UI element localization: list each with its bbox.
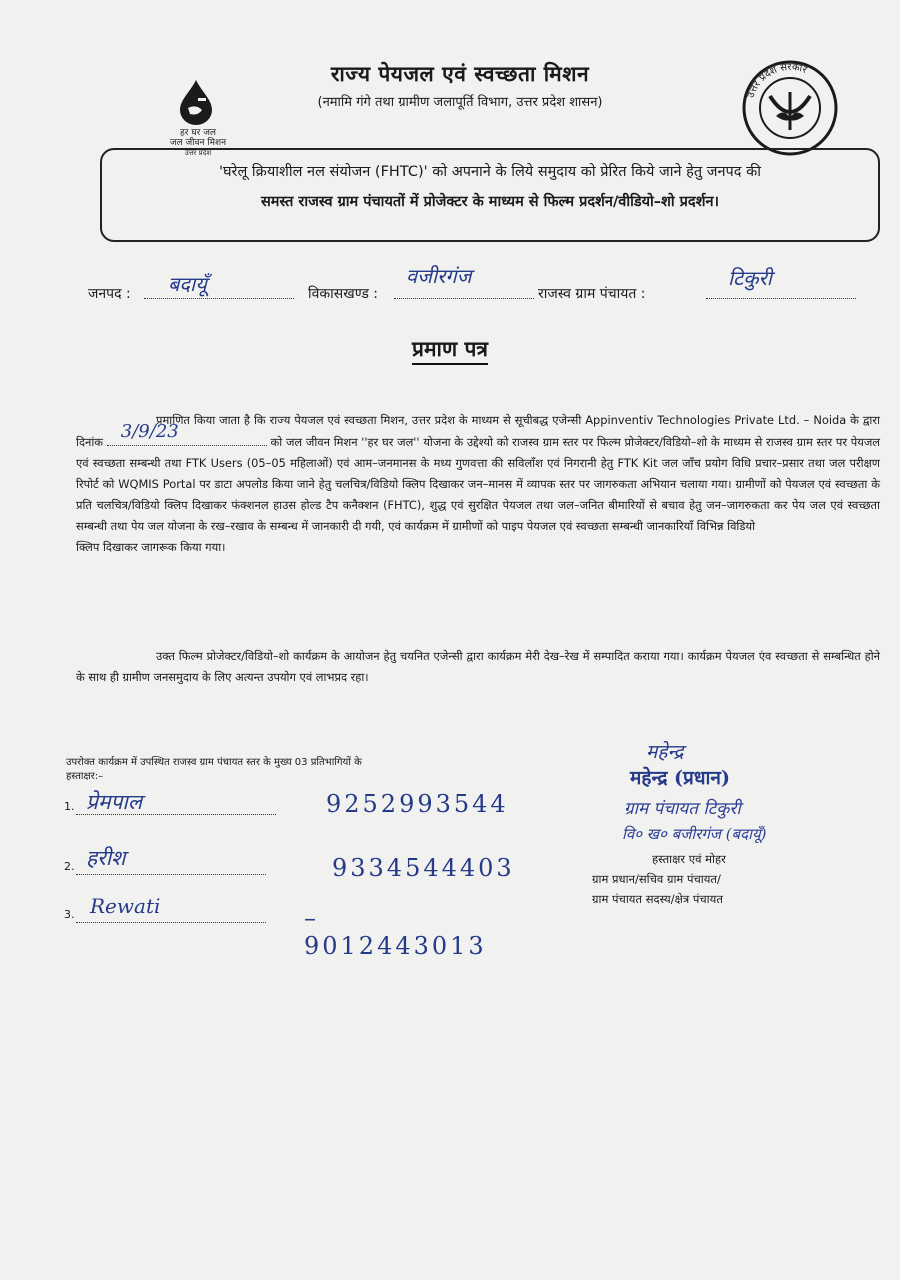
- logo-caption-3: उत्तर प्रदेश: [184, 149, 212, 157]
- seal-ring-text: उत्तर प्रदेश सरकार: [745, 61, 809, 100]
- mission-title: राज्य पेयजल एवं स्वच्छता मिशन: [330, 62, 590, 86]
- pradhan-signature: महेन्द्र: [646, 741, 684, 763]
- participant-phone-value: 9012443013: [304, 932, 487, 960]
- gp-line: [706, 298, 856, 299]
- vikas-label: विकासखण्ड :: [308, 286, 379, 302]
- program-date: 3/9/23: [120, 421, 179, 442]
- certificate-title-text: प्रमाण पत्र: [412, 337, 488, 365]
- participant-signature: हरीश: [86, 846, 126, 870]
- role-line-1: ग्राम प्रधान/सचिव ग्राम पंचायत/: [592, 872, 721, 886]
- participant-phone: – 9012443013: [304, 904, 487, 960]
- para1-part-b: को जल जीवन मिशन ''हर घर जल'' योजना के उद्देश्यो को राजस्व ग्राम स्तर पर फिल्म प्रोजेक्टर/विडियो–शो के माध्यम से राजस्व ग्राम स्तर पर पेयजल एवं स्वच्छता सम्बन्धी तथा FTK Users (05–05 महिलाओं) एवं आम–जनमानस के मध्य गुणवत्ता की सविलाँश एवं निगरानी हेतु FTK Kit जल जाँच प्रयोग विधि प्रचार–प्रसार तथा जल परीक्षण रिपोर्ट को WQMIS Portal पर डाटा अपलोड किया जाने हेतु चलचित्र/विडियो क्लिप दिखाकर जन–मानस में व्यापक स्तर पर जागरुकता अभियान चलाया गया। ग्रामीणों को पेयजल एवं स्वच्छता के प्रति चलचित्र/विडियो क्लिप दिखाकर फंक्शनल हाउस होल्ड टैप कनैक्शन (FHTC), शुद्ध एवं सुरक्षित पेयजल तथा जल–जनित बीमारियों से बचाव हेतु जन–जागरुकता कर पेय जल एवं स्वच्छता सम्बन्धी तथा पेय जल योजना के रख–रखाव के सम्बन्ध में जानकारी दी गयी, एवं कार्यक्रम में ग्रामीणों को पाइप पेयजल एवं स्वच्छता सम्बन्धी जानकारियॉं विभिन्न विडियो: [76, 435, 880, 533]
- up-government-seal-icon: [740, 58, 840, 158]
- pradhan-name: महेन्द्र (प्रधान): [630, 767, 730, 789]
- participant-phone: 9334544403: [332, 854, 515, 882]
- banner-line-2: समस्त राजस्व ग्राम पंचायतों में प्रोजेक्टर के माध्यम से फिल्म प्रदर्शन/वीडियो–शो प्रदर्शन।: [260, 194, 720, 210]
- participants-heading-1: उपरोक्त कार्यक्रम में उपस्थित राजस्व ग्राम पंचायत स्तर के मुख्य 03 प्रतिभागियों के: [66, 757, 362, 768]
- participants-heading: [66, 756, 506, 784]
- participant-signature: प्रेमपाल: [86, 790, 143, 814]
- signature-seal-label: हस्ताक्षर एवं मोहर: [652, 852, 726, 866]
- certificate-paragraph-2: [76, 646, 880, 688]
- para2-text: उक्त फिल्म प्रोजेक्टर/विडियो–शो कार्यक्रम के आयोजन हेतु चयनित एजेन्सी द्वारा कार्यक्रम मेरी देख–रेख में सम्पादित कराया गया। कार्यक्रम पेयजल एंव स्वच्छता से सम्बन्धित होने के साथ ही ग्रामीण जनसमुदाय के लिए अत्यन्त उपयोग एवं लाभप्रद रहा।: [76, 649, 880, 684]
- stamp-line-2: वि० ख० बजीरगंज (बदायूँ): [622, 825, 767, 843]
- program-banner: [100, 148, 880, 242]
- participant-num: 1.: [64, 800, 75, 813]
- logo-caption-1: हर घर जल: [180, 128, 216, 138]
- para1-part-a: प्रमाणित किया जाता है कि राज्य पेयजल एवं स्वच्छता मिशन, उत्तर प्रदेश के माध्यम से सूचीबद्ध एजेन्सी Appinventiv Technologies Private Ltd. – Noida के द्वारा दिनांक: [76, 413, 880, 449]
- gp-label: राजस्व ग्राम पंचायत :: [538, 286, 646, 302]
- certificate-paragraph-1: [76, 410, 880, 558]
- janpad-line: [144, 298, 294, 299]
- logo-caption-2: जल जीवन मिशन: [169, 138, 227, 148]
- participant-num: 2.: [64, 860, 75, 873]
- banner-line-1: 'घरेलू क्रियाशील नल संयोजन (FHTC)' को अपनाने के लिये समुदाय को प्रेरित किये जाने हेतु जनपद की: [219, 164, 761, 180]
- stamp-line-1: ग्राम पंचायत टिकुरी: [624, 799, 741, 819]
- participant-num: 3.: [64, 908, 75, 921]
- vikas-value: वजीरगंज: [406, 264, 472, 288]
- vikas-line: [394, 298, 534, 299]
- water-drop-icon: [176, 78, 216, 126]
- department-subtitle: (नमामि गंगे तथा ग्रामीण जलापूर्ति विभाग, उत्तर प्रदेश शासन): [317, 95, 603, 110]
- participant-signature: Rewati: [90, 894, 161, 918]
- janpad-value: बदायूँ: [168, 272, 207, 296]
- janpad-label: जनपद :: [88, 286, 131, 302]
- location-fields: [88, 264, 868, 304]
- signature-line: [76, 922, 266, 923]
- signature-line: [76, 874, 266, 875]
- gp-value: टिकुरी: [728, 266, 772, 290]
- role-line-2: ग्राम पंचायत सदस्य/क्षेत्र पंचायत: [592, 892, 723, 906]
- participant-phone: 9252993544: [326, 790, 509, 818]
- para1-part-c: क्लिप दिखाकर जागरूक किया गया।: [76, 540, 226, 554]
- certificate-title: [0, 335, 900, 363]
- participants-heading-2: हस्ताक्षर:–: [66, 771, 104, 782]
